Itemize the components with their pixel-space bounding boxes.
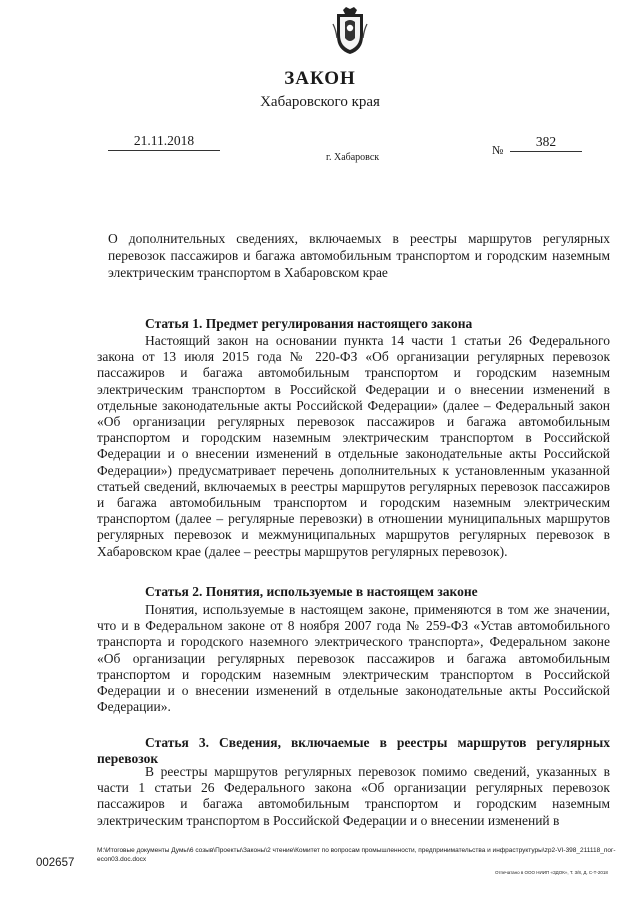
section-paragraph-2: Понятия, используемые в настоящем законе, применяются в том же значении, что и в Федеральном законе от 8 ноября 2007 года № 259-ФЗ «Устав автомобильного транспорта и городского наземного электрического транспорта», Федеральном законе «Об организации регулярных перевозок пассажиров и багажа автомобильным транспортом и городским наземным электрическим транспортом в Российской Федерации и о внесении изменений в отдельные законодательные акты Российской Федерации». <box>97 602 610 715</box>
document-type-title: ЗАКОН <box>284 68 356 89</box>
section-title-3: Статья 3. Сведения, включаемые в реестры маршрутов регулярных перевозок <box>97 735 610 766</box>
document-number: 382 <box>510 134 582 152</box>
issuer-subtitle: Хабаровского края <box>260 94 380 110</box>
document-id: 002657 <box>36 857 75 869</box>
document-date: 21.11.2018 <box>108 133 220 151</box>
section-paragraph-1: Настоящий закон на основании пункта 14 части 1 статьи 26 Федерального закона от 13 июля 2015 года № 220-ФЗ «Об организации регулярных перевозок пассажиров и багажа автомобильным транспортом и городским наземным электрическим транспортом в Российской Федерации и о внесении изменений в отдельные законодательные акты Российской Федерации» (далее – Федеральный закон «Об организации регулярных перевозок пассажиров и багажа автомобильным транспортом и городским наземным электрическим транспортом в Российской Федерации и о внесении изменений в отдельные законодательные акты Российской Федерации») предусматривает перечень дополнительных к установленным указанной статьей сведений, включаемых в реестры маршрутов регулярных перевозок пассажиров и багажа автомобильным транспортом и городским наземным электрическим транспортом (далее – регулярные перевозки) в отношении муниципальных маршрутов регулярных перевозок и межмуниципальных маршрутов регулярных перевозок в Хабаровском крае (далее – реестры маршрутов регулярных перевозок). <box>97 333 610 559</box>
file-path-footer: М:\Итоговые документы Думы\6 созыв\Проекты\Законы\2 чтение\Комитет по вопросам промышленности, предпринимательства и инфраструктуры\zp2-VI-398_211118_пог-есоп03.doc.docx <box>97 847 616 863</box>
document-place: г. Хабаровск <box>326 152 380 163</box>
section-paragraph-3: В реестры маршрутов регулярных перевозок помимо сведений, указанных в части 1 статьи 26 Федерального закона «Об организации регулярных перевозок пассажиров и багажа автомобильным транспортом и городским наземным электрическим транспортом в Российской Федерации и о внесении изменений в <box>97 764 610 828</box>
coat-of-arms-emblem <box>331 6 369 56</box>
section-title-1: Статья 1. Предмет регулирования настоящего закона <box>145 316 473 331</box>
number-sign: № <box>492 143 504 157</box>
section-title-2: Статья 2. Понятия, используемые в настоящем законе <box>145 584 478 599</box>
law-heading: О дополнительных сведениях, включаемых в реестры маршрутов регулярных перевозок пассажиров и багажа автомобильным транспортом и городским наземным электрическим транспортом в Хабаровском крае <box>108 231 610 280</box>
print-note: Отпечатано в ООО НИИП «ЗДОК», Т. 3/8, Д. С-Т-2018 <box>495 870 608 875</box>
